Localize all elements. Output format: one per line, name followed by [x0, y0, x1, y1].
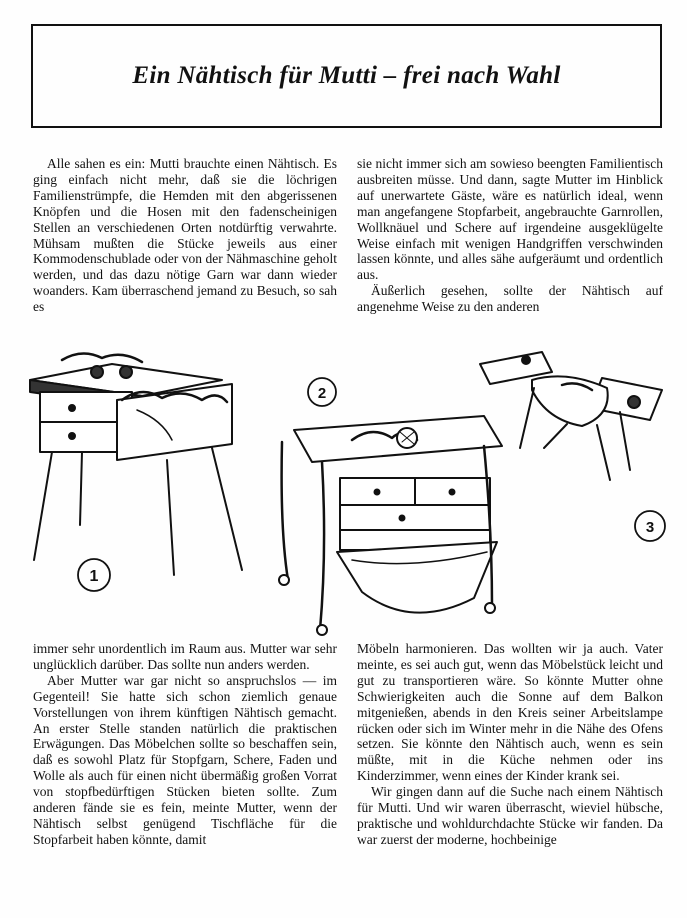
sewing-table-1-drawing	[30, 353, 242, 591]
figure-label-3: 3	[645, 519, 655, 536]
article-title: Ein Nähtisch für Mutti – frei nach Wahl	[132, 62, 561, 89]
paragraph: Äußerlich gesehen, sollte der Nähtisch auf angenehme Weise zu den anderen	[357, 283, 663, 315]
paragraph: Aber Mutter war gar nicht so anspruchslos — im Gegenteil! Sie hatte sich schon ziemlich genaue Vorstellungen von ihrem künftigen Nähtisch gemacht. An erster Stelle standen natürlich die praktischen Erwägungen. Das Möbelchen sollte so beschaffen sein, daß es sowohl Platz für Stopfgarn, Schere, Faden und Wolle als auch für einen nicht übermäßig großen Vorrat von stopfbedürftigen Stücken bieten sollte. Zum anderen fände sie es fein, meinte Mutter, wenn der Nähtisch selbst genügend Tischfläche für die Stopfarbeit haben könnte, damit	[33, 672, 337, 847]
figure-label-1: 1	[89, 568, 99, 585]
figure-label-2: 2	[317, 385, 327, 402]
column-1-bottom	[33, 641, 337, 848]
title-frame	[31, 24, 662, 128]
sewing-tables-illustration	[22, 330, 672, 640]
paragraph: sie nicht immer sich am sowieso beengten Familientisch ausbreiten müsse. Und dann, sagte Mutter im Hinblick auf unerwartete Gäste, wäre es natürlich ideal, wenn man angefangene Stopfarbeit, angebrauchte Garnrollen, Wollknäuel und Schere auf irgendeine ausgeklügelte Weise einfach mit wenigen Handgriffen verschwinden lassen könnte, und alles sähe aufgeräumt und ordentlich aus.	[357, 156, 663, 283]
sewing-table-2-drawing	[279, 378, 502, 635]
column-2-bottom	[357, 641, 663, 848]
paragraph: Alle sahen es ein: Mutti brauchte einen Nähtisch. Es ging einfach nicht mehr, daß sie die löchrigen Familienstrümpfe, die Hemden mit den abgerissenen Knöpfen und die Hosen mit den fadenscheinigen Stellen an verschiedenen Orten notdürftig verwahrte. Mühsam mußten die Stücke jeweils aus einer Kommodenschublade oder von der Nähmaschine geholt werden, und das dazu nötige Garn war dann wieder woanders. Kam überraschend jemand zu Besuch, so sah es	[33, 156, 337, 315]
paragraph: Wir gingen dann auf die Suche nach einem Nähtisch für Mutti. Und wir waren überrascht, wieviel hübsche, praktische und wohldurchdachte Stücke wir fanden. Da war zuerst der moderne, hochbeinige	[357, 784, 663, 847]
sewing-table-3-drawing	[480, 352, 665, 541]
paragraph: immer sehr unordentlich im Raum aus. Mutter war sehr unglücklich darüber. Das sollte nun anders werden.	[33, 641, 337, 672]
column-2-top	[357, 156, 663, 315]
column-1-top	[33, 156, 337, 315]
paragraph: Möbeln harmonieren. Das wollten wir ja auch. Vater meinte, es sei auch gut, wenn das Möbelstück leicht und gut zu transportieren wäre. So könnte Mutter ohne Schwierigkeiten auch die Sonne auf dem Balkon mitgenießen, abends in den Kreis seiner Arbeitslampe rücken oder sich im Winter mehr in die Nähe des Ofens setzen. Sie könnte den Nähtisch auch, wenn es sein müßte, mit in die Küche nehmen oder ins Kinderzimmer, wenn eines der Kinder krank sei.	[357, 641, 663, 784]
